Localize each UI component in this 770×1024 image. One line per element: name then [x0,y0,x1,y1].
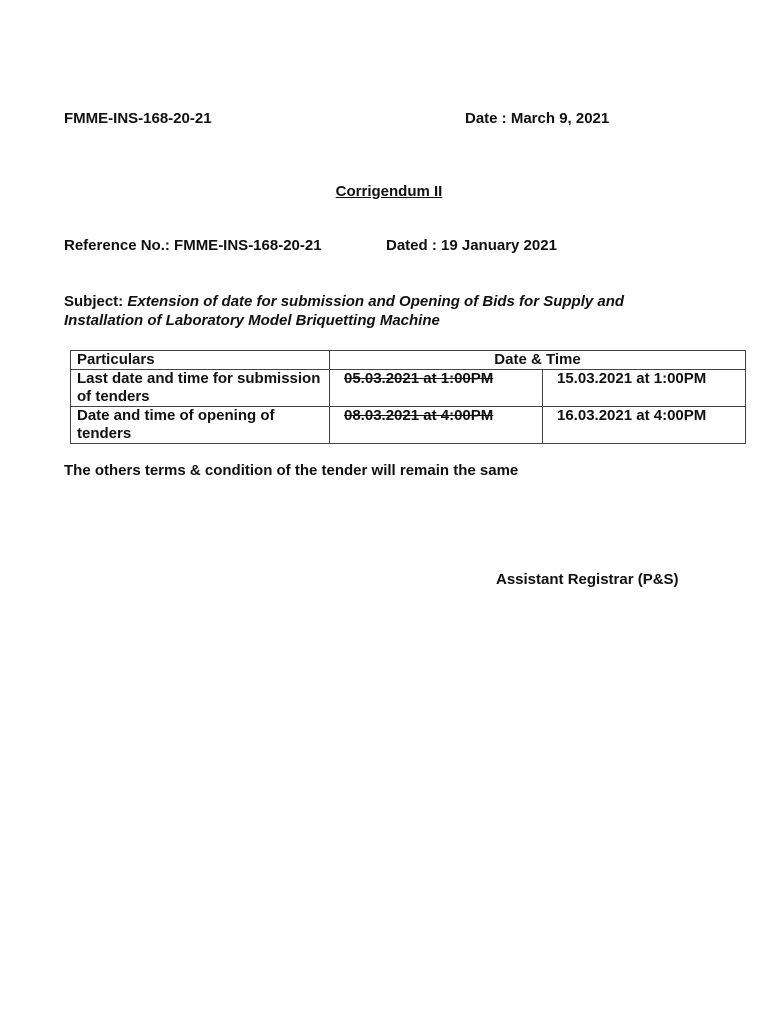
closing-note: The others terms & condition of the tender will remain the same [64,462,519,479]
document-number: FMME-INS-168-20-21 [64,110,212,127]
table-row [71,370,746,407]
reference-dated: Dated : 19 January 2021 [386,237,557,254]
row-new-date: 16.03.2021 at 4:00PM [543,407,746,444]
subject-text: Extension of date for submission and Opening of Bids for Supply and Installation of Laboratory Model Briquetting Machine [64,293,625,329]
row-particular: Date and time of opening of tenders [71,407,330,444]
header-date-time: Date & Time [330,351,746,370]
document-title: Corrigendum II [335,183,443,200]
row-new-date: 15.03.2021 at 1:00PM [543,370,746,407]
row-old-date [330,407,543,444]
table-row [71,407,746,444]
old-date-struck: 05.03.2021 at 1:00PM [344,370,494,387]
old-date-struck: 08.03.2021 at 4:00PM [344,407,494,424]
subject-block [64,292,684,330]
header-particulars: Particulars [71,351,330,370]
row-old-date [330,370,543,407]
schedule-table [70,350,746,444]
reference-number: Reference No.: FMME-INS-168-20-21 [64,237,322,254]
subject-label: Subject: [64,293,124,310]
table-header-row [71,351,746,370]
document-date: Date : March 9, 2021 [465,110,610,127]
row-particular: Last date and time for submission of tenders [71,370,330,407]
signatory: Assistant Registrar (P&S) [496,571,679,588]
